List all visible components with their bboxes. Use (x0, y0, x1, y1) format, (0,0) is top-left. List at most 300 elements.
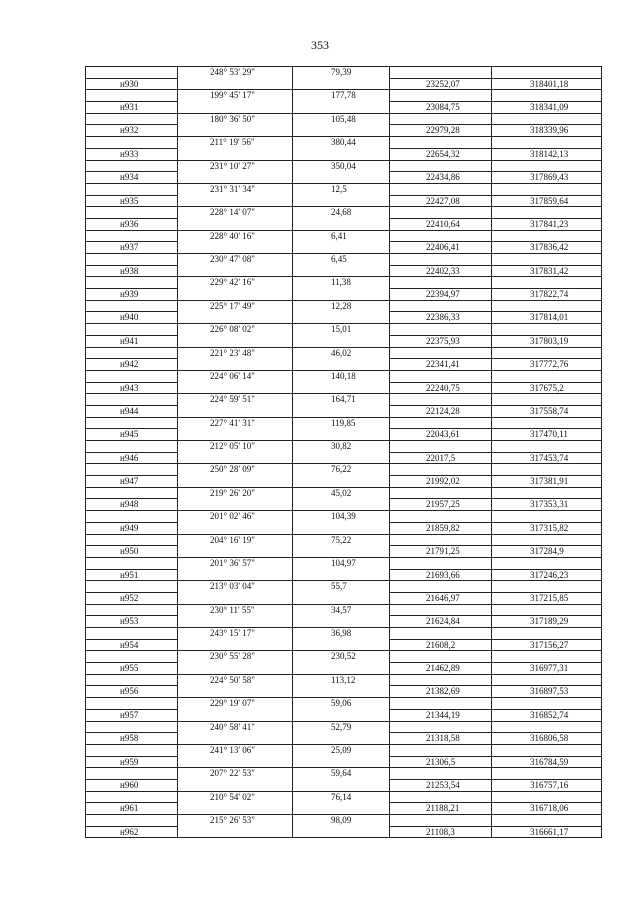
x-coordinate-cell: 21957,25 (390, 499, 492, 511)
distance-cell (293, 593, 390, 605)
bearing-cell (178, 196, 293, 208)
bearing-cell (178, 640, 293, 652)
distance-cell: 75,22 (293, 535, 390, 547)
coordinates-table (85, 66, 602, 838)
point-name-cell (86, 815, 178, 827)
point-row (86, 663, 602, 675)
y-coordinate-cell: 317803,19 (492, 336, 602, 348)
y-coordinate-cell (492, 698, 602, 710)
point-row (86, 593, 602, 605)
distance-cell (293, 266, 390, 278)
y-coordinate-cell (492, 418, 602, 430)
x-coordinate-cell: 22124,28 (390, 406, 492, 418)
y-coordinate-cell: 317381,91 (492, 476, 602, 488)
distance-cell: 45,02 (293, 488, 390, 500)
segment-row (86, 301, 602, 313)
x-coordinate-cell: 21344,19 (390, 710, 492, 722)
point-name-cell (86, 511, 178, 523)
point-name-cell (86, 745, 178, 757)
y-coordinate-cell: 317246,23 (492, 570, 602, 582)
point-name-cell: н930 (86, 79, 178, 91)
bearing-cell: 180° 36' 50" (178, 114, 293, 126)
y-coordinate-cell: 317869,43 (492, 172, 602, 184)
distance-cell (293, 79, 390, 91)
distance-cell (293, 710, 390, 722)
point-name-cell (86, 348, 178, 360)
distance-cell (293, 336, 390, 348)
y-coordinate-cell (492, 745, 602, 757)
y-coordinate-cell: 318341,09 (492, 102, 602, 114)
bearing-cell: 201° 36' 57" (178, 558, 293, 570)
y-coordinate-cell (492, 511, 602, 523)
distance-cell: 6,41 (293, 231, 390, 243)
distance-cell (293, 172, 390, 184)
point-name-cell (86, 90, 178, 102)
y-coordinate-cell (492, 394, 602, 406)
segment-row (86, 605, 602, 617)
bearing-cell: 215° 26' 53" (178, 815, 293, 827)
point-name-cell: н950 (86, 546, 178, 558)
bearing-cell (178, 242, 293, 254)
segment-row (86, 488, 602, 500)
point-name-cell: н931 (86, 102, 178, 114)
x-coordinate-cell: 21108,3 (390, 827, 492, 839)
y-coordinate-cell: 317156,27 (492, 640, 602, 652)
segment-row (86, 184, 602, 196)
distance-cell: 76,14 (293, 792, 390, 804)
point-name-cell (86, 558, 178, 570)
distance-cell: 113,12 (293, 675, 390, 687)
segment-row (86, 792, 602, 804)
point-name-cell: н933 (86, 149, 178, 161)
point-row (86, 499, 602, 511)
point-name-cell: н938 (86, 266, 178, 278)
bearing-cell: 211° 19' 56" (178, 137, 293, 149)
segment-row (86, 324, 602, 336)
y-coordinate-cell: 316784,59 (492, 757, 602, 769)
segment-row (86, 441, 602, 453)
x-coordinate-cell: 22386,33 (390, 312, 492, 324)
bearing-cell (178, 499, 293, 511)
point-row (86, 570, 602, 582)
point-name-cell: н951 (86, 570, 178, 582)
x-coordinate-cell: 22043,61 (390, 429, 492, 441)
distance-cell (293, 359, 390, 371)
y-coordinate-cell: 317470,11 (492, 429, 602, 441)
point-name-cell: н946 (86, 453, 178, 465)
point-row (86, 359, 602, 371)
point-name-cell: н936 (86, 219, 178, 231)
y-coordinate-cell (492, 231, 602, 243)
point-name-cell: н947 (86, 476, 178, 488)
distance-cell (293, 406, 390, 418)
point-row (86, 476, 602, 488)
bearing-cell (178, 570, 293, 582)
point-row (86, 616, 602, 628)
segment-row (86, 67, 602, 79)
segment-row (86, 90, 602, 102)
distance-cell (293, 616, 390, 628)
bearing-cell: 231° 31' 34" (178, 184, 293, 196)
y-coordinate-cell: 318142,13 (492, 149, 602, 161)
distance-cell (293, 383, 390, 395)
bearing-cell: 229° 42' 16" (178, 277, 293, 289)
distance-cell: 11,38 (293, 277, 390, 289)
x-coordinate-cell (390, 651, 492, 663)
bearing-cell: 221° 23' 48" (178, 348, 293, 360)
distance-cell (293, 125, 390, 137)
x-coordinate-cell (390, 277, 492, 289)
distance-cell (293, 476, 390, 488)
x-coordinate-cell: 21992,02 (390, 476, 492, 488)
x-coordinate-cell (390, 418, 492, 430)
segment-row (86, 628, 602, 640)
distance-cell (293, 523, 390, 535)
bearing-cell: 213° 03' 04" (178, 581, 293, 593)
bearing-cell: 231° 10' 27" (178, 161, 293, 173)
bearing-cell: 229° 19' 07" (178, 698, 293, 710)
point-name-cell: н942 (86, 359, 178, 371)
y-coordinate-cell: 317215,85 (492, 593, 602, 605)
x-coordinate-cell (390, 137, 492, 149)
point-name-cell (86, 628, 178, 640)
bearing-cell: 241° 13' 06" (178, 745, 293, 757)
y-coordinate-cell: 316661,17 (492, 827, 602, 839)
distance-cell: 105,48 (293, 114, 390, 126)
point-name-cell: н941 (86, 336, 178, 348)
x-coordinate-cell (390, 301, 492, 313)
bearing-cell (178, 453, 293, 465)
y-coordinate-cell (492, 254, 602, 266)
distance-cell: 6,45 (293, 254, 390, 266)
point-row (86, 453, 602, 465)
point-row (86, 336, 602, 348)
y-coordinate-cell: 316806,58 (492, 733, 602, 745)
point-name-cell (86, 675, 178, 687)
y-coordinate-cell (492, 67, 602, 79)
point-row (86, 827, 602, 839)
distance-cell: 59,64 (293, 768, 390, 780)
bearing-cell (178, 219, 293, 231)
y-coordinate-cell (492, 581, 602, 593)
bearing-cell (178, 289, 293, 301)
x-coordinate-cell: 23084,75 (390, 102, 492, 114)
y-coordinate-cell: 317315,82 (492, 523, 602, 535)
x-coordinate-cell: 21188,21 (390, 803, 492, 815)
x-coordinate-cell: 21646,97 (390, 593, 492, 605)
point-name-cell: н954 (86, 640, 178, 652)
segment-row (86, 418, 602, 430)
point-row (86, 780, 602, 792)
distance-cell: 12,28 (293, 301, 390, 313)
distance-cell: 46,02 (293, 348, 390, 360)
segment-row (86, 511, 602, 523)
y-coordinate-cell (492, 535, 602, 547)
x-coordinate-cell: 22017,5 (390, 453, 492, 465)
bearing-cell (178, 663, 293, 675)
y-coordinate-cell (492, 722, 602, 734)
y-coordinate-cell (492, 161, 602, 173)
point-name-cell: н958 (86, 733, 178, 745)
x-coordinate-cell: 21693,66 (390, 570, 492, 582)
point-row (86, 172, 602, 184)
point-row (86, 196, 602, 208)
point-row (86, 125, 602, 137)
point-row (86, 733, 602, 745)
x-coordinate-cell: 22979,28 (390, 125, 492, 137)
point-name-cell (86, 137, 178, 149)
x-coordinate-cell: 21624,84 (390, 616, 492, 628)
point-row (86, 757, 602, 769)
point-name-cell (86, 254, 178, 266)
point-row (86, 686, 602, 698)
distance-cell: 119,85 (293, 418, 390, 430)
x-coordinate-cell (390, 441, 492, 453)
point-name-cell: н943 (86, 383, 178, 395)
bearing-cell (178, 827, 293, 839)
x-coordinate-cell (390, 161, 492, 173)
point-row (86, 102, 602, 114)
x-coordinate-cell (390, 464, 492, 476)
point-name-cell: н932 (86, 125, 178, 137)
point-name-cell: н944 (86, 406, 178, 418)
y-coordinate-cell (492, 675, 602, 687)
point-row (86, 219, 602, 231)
point-name-cell (86, 722, 178, 734)
point-name-cell: н948 (86, 499, 178, 511)
bearing-cell: 212° 05' 10" (178, 441, 293, 453)
y-coordinate-cell: 316852,74 (492, 710, 602, 722)
x-coordinate-cell (390, 394, 492, 406)
y-coordinate-cell: 318401,18 (492, 79, 602, 91)
point-name-cell (86, 161, 178, 173)
point-name-cell (86, 277, 178, 289)
segment-row (86, 394, 602, 406)
distance-cell (293, 499, 390, 511)
x-coordinate-cell (390, 558, 492, 570)
point-name-cell (86, 698, 178, 710)
x-coordinate-cell: 23252,07 (390, 79, 492, 91)
y-coordinate-cell: 317453,74 (492, 453, 602, 465)
y-coordinate-cell (492, 558, 602, 570)
point-name-cell: н961 (86, 803, 178, 815)
point-name-cell (86, 441, 178, 453)
bearing-cell (178, 686, 293, 698)
x-coordinate-cell (390, 371, 492, 383)
bearing-cell (178, 780, 293, 792)
y-coordinate-cell (492, 651, 602, 663)
point-row (86, 803, 602, 815)
distance-cell: 177,78 (293, 90, 390, 102)
bearing-cell: 226° 08' 02" (178, 324, 293, 336)
point-row (86, 383, 602, 395)
x-coordinate-cell: 22402,33 (390, 266, 492, 278)
x-coordinate-cell: 21462,89 (390, 663, 492, 675)
bearing-cell (178, 149, 293, 161)
distance-cell: 140,18 (293, 371, 390, 383)
distance-cell: 230,52 (293, 651, 390, 663)
x-coordinate-cell: 22410,64 (390, 219, 492, 231)
segment-row (86, 745, 602, 757)
segment-row (86, 207, 602, 219)
page-number: 353 (311, 38, 329, 52)
y-coordinate-cell (492, 371, 602, 383)
segment-row (86, 535, 602, 547)
x-coordinate-cell (390, 231, 492, 243)
y-coordinate-cell: 317836,42 (492, 242, 602, 254)
point-name-cell: н939 (86, 289, 178, 301)
point-name-cell (86, 464, 178, 476)
distance-cell (293, 102, 390, 114)
point-name-cell: н956 (86, 686, 178, 698)
x-coordinate-cell: 22375,93 (390, 336, 492, 348)
x-coordinate-cell: 22406,41 (390, 242, 492, 254)
point-name-cell (86, 651, 178, 663)
y-coordinate-cell (492, 815, 602, 827)
y-coordinate-cell (492, 792, 602, 804)
point-row (86, 312, 602, 324)
y-coordinate-cell: 317353,31 (492, 499, 602, 511)
distance-cell (293, 453, 390, 465)
point-name-cell (86, 605, 178, 617)
distance-cell: 59,06 (293, 698, 390, 710)
point-name-cell (86, 394, 178, 406)
y-coordinate-cell: 317284,9 (492, 546, 602, 558)
x-coordinate-cell (390, 324, 492, 336)
x-coordinate-cell: 22427,08 (390, 196, 492, 208)
y-coordinate-cell: 317822,74 (492, 289, 602, 301)
y-coordinate-cell: 316897,53 (492, 686, 602, 698)
point-row (86, 149, 602, 161)
point-name-cell: н953 (86, 616, 178, 628)
y-coordinate-cell: 317772,76 (492, 359, 602, 371)
x-coordinate-cell (390, 184, 492, 196)
y-coordinate-cell (492, 90, 602, 102)
bearing-cell: 219° 26' 20" (178, 488, 293, 500)
x-coordinate-cell (390, 698, 492, 710)
y-coordinate-cell: 317841,23 (492, 219, 602, 231)
x-coordinate-cell (390, 511, 492, 523)
point-name-cell: н949 (86, 523, 178, 535)
point-name-cell (86, 371, 178, 383)
y-coordinate-cell (492, 277, 602, 289)
y-coordinate-cell (492, 464, 602, 476)
bearing-cell (178, 476, 293, 488)
point-row (86, 79, 602, 91)
bearing-cell (178, 733, 293, 745)
segment-row (86, 768, 602, 780)
y-coordinate-cell: 317859,64 (492, 196, 602, 208)
bearing-cell (178, 546, 293, 558)
point-name-cell: н934 (86, 172, 178, 184)
distance-cell (293, 429, 390, 441)
x-coordinate-cell: 21382,69 (390, 686, 492, 698)
bearing-cell (178, 359, 293, 371)
bearing-cell (178, 593, 293, 605)
segment-row (86, 722, 602, 734)
bearing-cell: 224° 06' 14" (178, 371, 293, 383)
y-coordinate-cell (492, 768, 602, 780)
x-coordinate-cell (390, 628, 492, 640)
bearing-cell (178, 523, 293, 535)
bearing-cell (178, 429, 293, 441)
point-name-cell: н960 (86, 780, 178, 792)
distance-cell (293, 570, 390, 582)
y-coordinate-cell (492, 605, 602, 617)
bearing-cell: 230° 55' 28" (178, 651, 293, 663)
x-coordinate-cell (390, 768, 492, 780)
point-name-cell (86, 418, 178, 430)
x-coordinate-cell (390, 488, 492, 500)
distance-cell: 24,68 (293, 207, 390, 219)
distance-cell (293, 546, 390, 558)
point-name-cell (86, 768, 178, 780)
bearing-cell: 240° 58' 41" (178, 722, 293, 734)
point-name-cell: н959 (86, 757, 178, 769)
point-name-cell (86, 488, 178, 500)
point-name-cell (86, 114, 178, 126)
x-coordinate-cell (390, 254, 492, 266)
point-name-cell: н957 (86, 710, 178, 722)
y-coordinate-cell: 316757,16 (492, 780, 602, 792)
segment-row (86, 464, 602, 476)
point-name-cell (86, 581, 178, 593)
distance-cell: 52,79 (293, 722, 390, 734)
segment-row (86, 348, 602, 360)
distance-cell: 25,09 (293, 745, 390, 757)
point-row (86, 289, 602, 301)
y-coordinate-cell (492, 628, 602, 640)
bearing-cell: 225° 17' 49" (178, 301, 293, 313)
segment-row (86, 231, 602, 243)
x-coordinate-cell (390, 90, 492, 102)
point-name-cell (86, 792, 178, 804)
point-row (86, 523, 602, 535)
distance-cell (293, 733, 390, 745)
distance-cell: 350,04 (293, 161, 390, 173)
x-coordinate-cell: 21253,54 (390, 780, 492, 792)
distance-cell: 55,7 (293, 581, 390, 593)
bearing-cell (178, 102, 293, 114)
segment-row (86, 698, 602, 710)
distance-cell (293, 196, 390, 208)
x-coordinate-cell (390, 535, 492, 547)
distance-cell (293, 242, 390, 254)
distance-cell (293, 663, 390, 675)
point-row (86, 546, 602, 558)
point-name-cell (86, 67, 178, 79)
x-coordinate-cell: 21318,58 (390, 733, 492, 745)
y-coordinate-cell: 317558,74 (492, 406, 602, 418)
y-coordinate-cell (492, 137, 602, 149)
point-name-cell: н937 (86, 242, 178, 254)
bearing-cell (178, 79, 293, 91)
segment-row (86, 254, 602, 266)
point-row (86, 242, 602, 254)
x-coordinate-cell: 21306,5 (390, 757, 492, 769)
point-row (86, 640, 602, 652)
y-coordinate-cell: 316718,06 (492, 803, 602, 815)
bearing-cell (178, 406, 293, 418)
segment-row (86, 161, 602, 173)
point-name-cell (86, 324, 178, 336)
bearing-cell: 230° 11' 55" (178, 605, 293, 617)
distance-cell (293, 686, 390, 698)
point-name-cell (86, 184, 178, 196)
point-row (86, 710, 602, 722)
y-coordinate-cell: 316977,31 (492, 663, 602, 675)
distance-cell (293, 640, 390, 652)
